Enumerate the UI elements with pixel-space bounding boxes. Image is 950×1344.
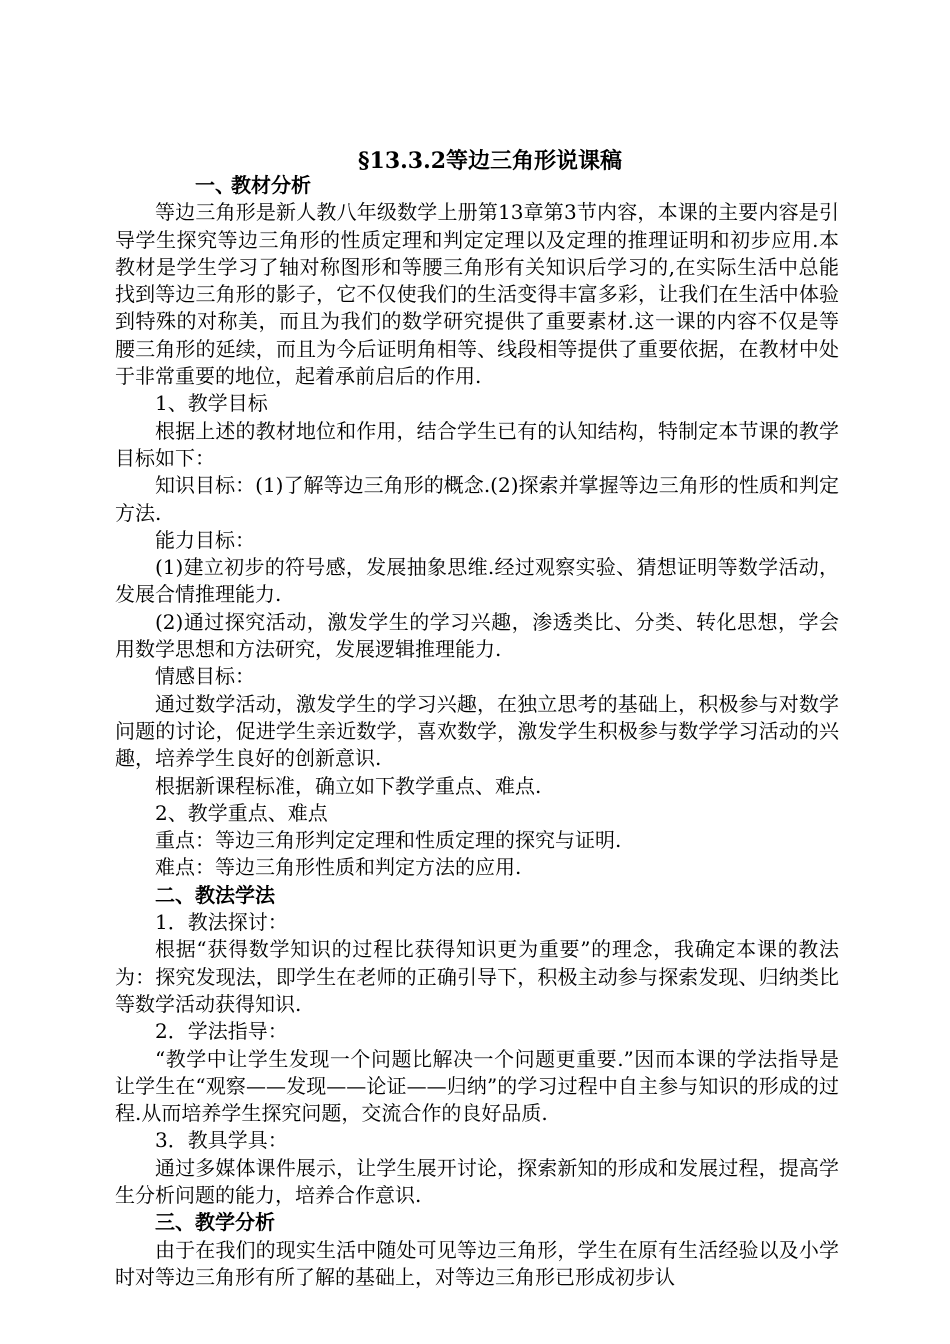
method-text: 根据“获得数学知识的过程比获得知识更为重要”的理念，我确定本课的教法为：探究发现法，即学生在老师的正确引导下，积极主动参与探索发现、归纳类比等数学活动获得知识.	[115, 937, 839, 1016]
difficulty-point: 难点：等边三角形性质和判定方法的应用.	[155, 855, 522, 880]
section-1-heading	[115, 172, 839, 199]
section-3-heading: 三、教学分析	[155, 1210, 275, 1235]
ability-heading: 能力目标：	[155, 527, 255, 552]
key-heading: 2、教学重点、难点	[155, 800, 328, 825]
section-1-number: 一、	[195, 173, 235, 197]
section-1-intro: 等边三角形是新人教八年级数学上册第13章第3节内容，本课的主要内容是引导学生探究等边三角形的性质定理和判定定理以及定理的推理证明和初步应用.本教材是学生学习了轴对称图形和等腰三角形有关知识后学习的,在实际生活中总能找到等边三角形的影子，它不仅使我们的生活变得丰富多彩，让我们在生活中体验到特殊的对称美，而且为我们的数学研究提供了重要素材.这一课的内容不仅是等腰三角形的延续，而且为今后证明角相等、线段相等提供了重要依据，在教材中处于非常重要的地位，起着承前启后的作用.	[115, 200, 839, 389]
ability-goal-2: (2)通过探究活动，激发学生的学习兴趣，渗透类比、分类、转化思想，学会用数学思想和方法研究，发展逻辑推理能力.	[115, 609, 839, 662]
tools-text: 通过多媒体课件展示，让学生展开讨论，探索新知的形成和发展过程，提高学生分析问题的能力，培养合作意识.	[115, 1155, 839, 1207]
section-2-heading: 二、教法学法	[155, 882, 275, 907]
key-point: 重点：等边三角形判定定理和性质定理的探究与证明.	[155, 828, 622, 853]
standard-note: 根据新课程标准，确立如下教学重点、难点.	[155, 773, 542, 798]
method-heading: 1．教法探讨：	[155, 910, 288, 935]
ability-goal-1: (1)建立初步的符号感，发展抽象思维.经过观察实验、猜想证明等数学活动，发展合情推理能力.	[115, 555, 839, 607]
analysis-text: 由于在我们的现实生活中随处可见等边三角形，学生在原有生活经验以及小学时对等边三角形有所了解的基础上，对等边三角形已形成初步认	[115, 1237, 839, 1289]
tools-heading: 3．教具学具：	[155, 1128, 288, 1153]
knowledge-goal: 知识目标：(1)了解等边三角形的概念.(2)探索并掌握等边三角形的性质和判定方法.	[115, 473, 839, 525]
goals-intro: 根据上述的教材地位和作用，结合学生已有的认知结构，特制定本节课的教学目标如下：	[115, 418, 839, 470]
study-heading: 2．学法指导：	[155, 1019, 288, 1044]
study-text: “教学中让学生发现一个问题比解决一个问题更重要.”因而本课的学法指导是让学生在“观察——发现——论证——归纳”的学习过程中自主参与知识的形成的过程.从而培养学生探究问题，交流合作的良好品质.	[115, 1046, 839, 1126]
document-title: §13.3.2等边三角形说课稿	[358, 148, 623, 174]
emotion-heading: 情感目标：	[155, 664, 255, 689]
goals-heading: 1、教学目标	[155, 391, 268, 416]
document-body	[115, 172, 839, 1291]
emotion-goal: 通过数学活动，激发学生的学习兴趣，在独立思考的基础上，积极参与对数学问题的讨论，促进学生亲近数学，喜欢数学，激发学生积极参与数学学习活动的兴趣，培养学生良好的创新意识.	[115, 691, 839, 771]
section-1-title: 教材分析	[231, 173, 311, 197]
